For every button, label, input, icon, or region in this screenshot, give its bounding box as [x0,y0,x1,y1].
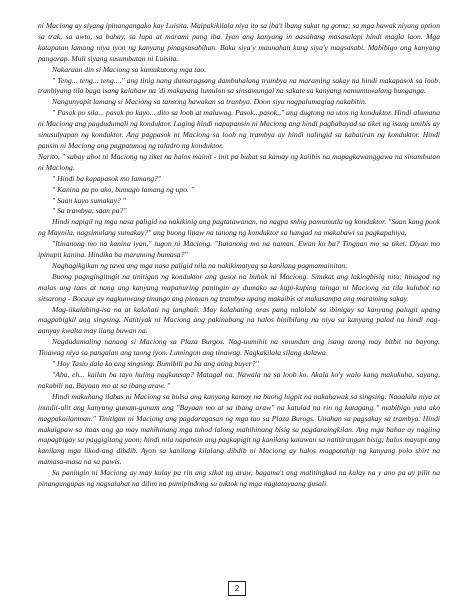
body-text [38,21,440,490]
paragraph: " Hoy Tasio dala ko ang singsing. Bumibili pa ba ang ating buyer?" [52,359,259,369]
paragraph: " Kanina pa po ako, bumago lamang ng upo. " [52,184,195,194]
paragraph: Hindi makuhang ilabas ni Maciong sa bulsa ang kanyang kamay na buong higpit na nakahawak sa singsing. Naaalala niya at inuulit-ulit ang kanyang gunam-gunam ang "Bayaan mo at sa ibang araw" na katulad na rin ng katagang " mabibigo yata ako magpakailanman." Tinitigan ni Maciong ang pagdaragasan ng mga tao sa Plaza Burogs. Unahan sa pagsakay sa trambya. Hindi makaigpaw sa itaas ang ga may mahihinang mga tuhod lalong mahihinang bisig sa pagdaraingkilan. Ang mga babae ay nagiing mapagbigay sa paggigitang yaon; hindi nila napansin ang pagkapigit ng kanilang katawan sa natitirungan bisig; halos mayupi ang kanilang mga likod-ang dibdib. Ayon sa kanilang kilalang dibdib ni Maciong ay halos magpatahip ng kanyang polo shirt na mamasa-masa na sa pawis. [38,391,440,467]
paragraph: Narito, " sabay abot ni Maciong ng tiket na halos mainit - init pa buhat sa kamay ng kaiibis na mapagkawanggawa na sinambutan ni Maciong. [38,151,440,172]
paragraph: ni Maciong ay siyang ipinangangako kay Luisita. Maipakikilala niya ito sa iba't ibang sukat ng goma; sa mga hawak niyang option sa trak, sa awto, sa bahay, sa lupa at marami pang iba. Iyan ang kanyang in aasahang masasalapi hindi magla laon. Mga katapatan lamang niya iyon ng kanyang pinagsasabihan. Baka siya'y maunahan kung siya'y magsasabi. Mabibigo ang kanyang pangarap. Muli siyang susumbatan ni Luisita. [38,21,440,63]
paragraph: "Aba, eh... kailan ba tayo huling nagkausap? Matagal na. Nawala na sa loob ko. Akala ko'y walo kang makukuha, sayang, nakabili na, Bayaan mo at sa ibang araw. " [38,370,440,390]
paragraph: " Teng... teng... teng...," ang tinig nang dumaragsang dambuhalang trambya na maraming sakay na hindi makapasok sa loob, tranbiyang tila baga isang kalabaw na 'di makayang lumulon sa sinsamungal na sakate sa kanyang namumuwalang bunganga. [38,75,440,96]
paragraph: " Sa trambya, saan pa?" [52,206,127,216]
paragraph: Nagdudumaling nanaog si Maciong sa Plaza Burgos. Nag-uumihit na sinundan ang isang taong may bitbit na bayong. Tinawag niya sa pangalan ang taong iyon. Lumingon ang tinawag. Nagkakilala silang dalawa. [38,337,440,358]
paragraph: Mag-iikalabing-isa na at kalahati ng tanghali. May kalahating oras pang nalalabi sa ibinigay sa kanyang palugit upang magpabigkil ang singsing. Natitiyak ni Maciong ang pakinabang na halos binibilang na niya sa kanyang palad na hindi nag-aanyay kwalta may ilang buwan na. [38,304,440,336]
paragraph: Hindi napigil ng mga nasa paligid na nakikinig ang pagtatawanan, na nagpa snhig pamumutla ng konduktor. "Saan kang pook ng Maynila, nagsimulang sumakay?" ang buong linaw na tanong ng konduktor sa hangad na makabawi sa pagkapahiya, [38,217,440,238]
paragraph: " Hindi ba kapapasok mo lamang?" [52,173,162,183]
paragraph: " Saan kayo sumakay? " [52,195,126,205]
paragraph: "Itinanong mo na kanina iyan," tugon ni Maciong. "Itatanong mo na naman. Ewan ko ba? Tingnan mo sa tiket. Diyan mo ipinupit kanina. Hindika ba marunong bumasa?" [38,239,440,260]
paragraph: " Pasok po sila... pasok po kayo... dito sa loob at maluwag. Pasok...pasok,," ang dugtong na utos ng konduktor. Hindi alumana ni Maciong ang pagdudumali ng konduktor. Laging hindi napapansin ni Maciong ang hindi pagbabayad sa tiket ng isang umibis ay sinusulyapan ng konduktor. Ang pagpasok ni Maciong sa loob ng trambya ay hindi nalingid sa kabatiran ng konduktor. Hindi pansin ni Maciong ang pagpatunog ng taladro ng konduktor. [38,108,440,150]
paragraph: Nakaraan din si Maciong sa kumukutong mga tao. [52,64,206,74]
paragraph: Buong pagngingitngit na tinitigan ng konduktor ang gusot na buhok ni Maciong. Sinukat ang lakingbisig nito; hinagod ng malas ang taas at nang ang kanyang mapanuring paningin ay dumako sa kupi-kuping tainga ni Maciong na tila kulubot na sitsarong - Bocaue ay nagkunwang tinungo ang pintuan ng trambya upang makaibis at makasampa ang maraming sakay. [38,271,440,303]
paragraph: Sa paningin ni Maciong ay may kulay pa rin ang sikat ng araw, bagama't ang matitingkad na kulay na y ano pa ay pilit na pinangungupas ng nagsalabat na dilim na pumipindong sa tuktok ng mga nagtatayuang gusali. [38,468,440,489]
paragraph: Naghagikgikan ng tawa ang mga nasa paligid nila na nakikimatyag sa kanilang pagmamainitan. [52,260,348,270]
page-number: 2 [228,581,246,596]
paragraph: Nangunyapit lamang si Maciong sa tansong hawakan sa tranbya. Doon siya nagpalumagiag nakabitin. [52,97,367,107]
